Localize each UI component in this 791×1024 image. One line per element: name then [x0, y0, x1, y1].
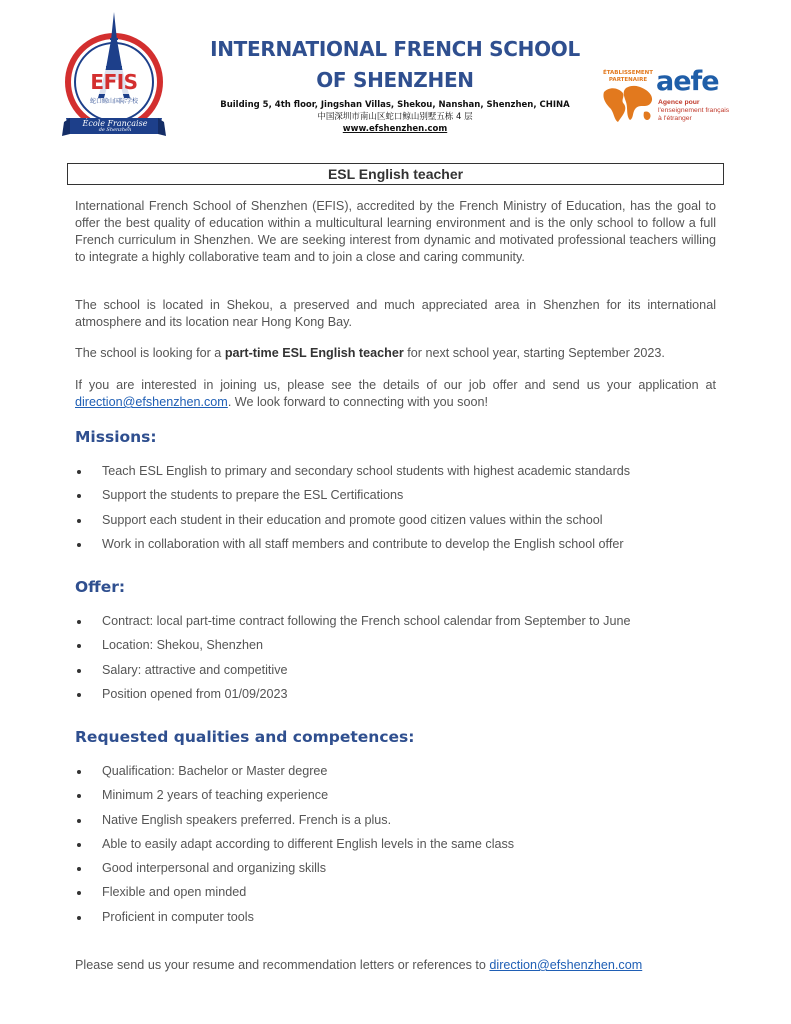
- school-address-cn: 中国深圳市南山区蛇口鲸山别墅五栋 4 层: [317, 112, 473, 122]
- aefe-sub-line1: Agence pour: [658, 99, 700, 106]
- school-name-line1: INTERNATIONAL FRENCH SCHOOL: [210, 37, 580, 61]
- closing-text: Please send us your resume and recommendation letters or references to: [75, 958, 490, 972]
- aefe-sub-line3: à l'étranger: [658, 115, 692, 122]
- school-website[interactable]: www.efshenzhen.com: [342, 124, 448, 134]
- offer-heading: Offer:: [75, 578, 126, 596]
- list-item: Position opened from 01/09/2023: [75, 686, 735, 710]
- list-item: Proficient in computer tools: [75, 909, 735, 933]
- list-item: Contract: local part-time contract following the French school calendar from September to June: [75, 613, 735, 637]
- list-item: Native English speakers preferred. French is a plus.: [75, 812, 735, 836]
- aefe-badge-line2: PARTENAIRE: [608, 77, 648, 83]
- aefe-logo: [600, 66, 740, 132]
- intro-p4-before: If you are interested in joining us, please see the details of our job offer and send us your application at: [75, 378, 716, 392]
- list-item: Teach ESL English to primary and secondary school students with highest academic standards: [75, 463, 735, 487]
- list-item: Flexible and open minded: [75, 884, 735, 908]
- list-item: Support the students to prepare the ESL Certifications: [75, 487, 735, 511]
- intro-p3-bold: part-time ESL English teacher: [224, 346, 404, 360]
- list-item: Minimum 2 years of teaching experience: [75, 787, 735, 811]
- closing-email-link[interactable]: direction@efshenzhen.com: [489, 958, 643, 972]
- intro-paragraph-1: International French School of Shenzhen (EFIS), accredited by the French Ministry of Education, has the goal to offer the best quality of education within a multicultural learning environment and is the only school to follow a full French curriculum in Shenzhen. We are seeking interest from dynamic and motivated professional teachers willing to integrate a highly collaborative team and to join a close and caring community.: [75, 199, 716, 264]
- intro-p4-after: . We look forward to connecting with you soon!: [227, 395, 488, 409]
- qualities-heading: Requested qualities and competences:: [75, 728, 415, 746]
- closing-paragraph: [75, 957, 716, 974]
- missions-heading: Missions:: [75, 428, 157, 446]
- efis-logo-motto: de Shenzhen: [98, 127, 132, 133]
- school-address-en: Building 5, 4th floor, Jingshan Villas, Shekou, Nanshan, Shenzhen, CHINA: [220, 100, 570, 110]
- aefe-sub-line2: l'enseignement français: [658, 107, 730, 114]
- efis-logo: [62, 10, 172, 145]
- school-name-line2: OF SHENZHEN: [316, 68, 474, 92]
- aefe-badge-line1: ÉTABLISSEMENT: [602, 70, 654, 76]
- efis-logo-subtext: 蛇口鲸山国际学校: [89, 98, 138, 105]
- intro-paragraph-2: The school is located in Shekou, a preserved and much appreciated area in Shenzhen for its international atmosphere and its location near Hong Kong Bay.: [75, 298, 716, 329]
- intro-paragraph-3: [75, 345, 716, 362]
- list-item: Support each student in their education and promote good citizen values within the school: [75, 512, 735, 536]
- missions-list: [75, 463, 735, 560]
- list-item: Work in collaboration with all staff members and contribute to develop the English school offer: [75, 536, 735, 560]
- aefe-wordmark: aefe: [656, 66, 719, 97]
- world-map-icon: [600, 82, 656, 128]
- job-title: ESL English teacher: [67, 163, 724, 185]
- list-item: Able to easily adapt according to different English levels in the same class: [75, 836, 735, 860]
- intro-paragraph-4: [75, 377, 716, 411]
- efis-logo-ribbon: École Française: [82, 119, 148, 128]
- list-item: Good interpersonal and organizing skills: [75, 860, 735, 884]
- school-header: [200, 34, 590, 135]
- list-item: Salary: attractive and competitive: [75, 662, 735, 686]
- qualities-list: [75, 763, 735, 933]
- efis-logo-text: EFIS: [84, 70, 144, 94]
- offer-list: [75, 613, 735, 710]
- list-item: Qualification: Bachelor or Master degree: [75, 763, 735, 787]
- aefe-subtitle: [658, 99, 738, 123]
- application-email-link[interactable]: direction@efshenzhen.com: [75, 395, 228, 409]
- list-item: Location: Shekou, Shenzhen: [75, 637, 735, 661]
- intro-p3-before: The school is looking for a: [75, 346, 225, 360]
- intro-p3-after: for next school year, starting September 2023.: [403, 346, 665, 360]
